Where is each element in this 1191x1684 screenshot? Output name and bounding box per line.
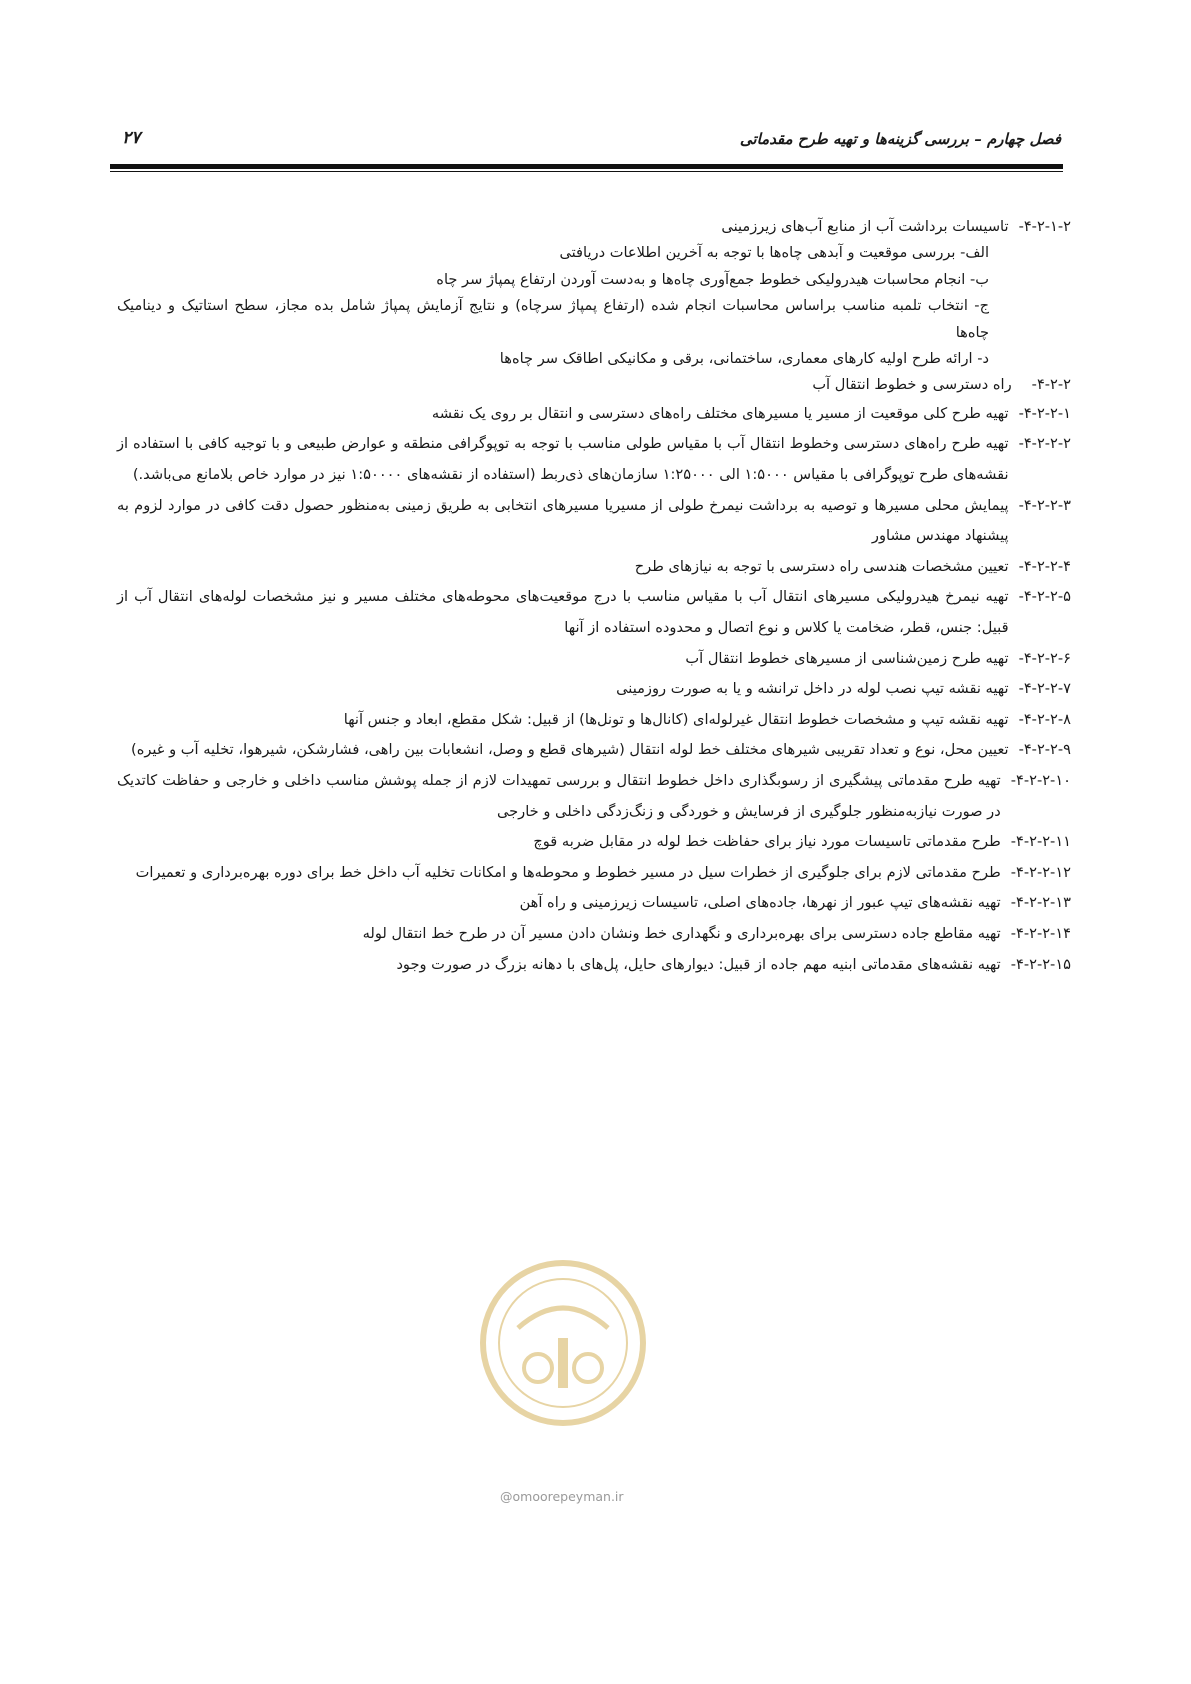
list-item: ج- انتخاب تلمبه مناسب براساس محاسبات انجام شده (ارتفاع پمپاژ سرچاه) و نتایج آزمایش پمپاژ شامل بده مجاز، سطح استاتیک و دینامیک چاه‌ها [117,297,989,341]
item-number: ۴-۲-۲-۱۲- [1010,863,1071,881]
item-text: تهیه نیمرخ هیدرولیکی مسیرهای انتقال آب با مقیاس مناسب با درج موقعیت‌های محوطه‌های مختلف مسیر و نیز مشخصات لوله‌های انتقال آب از قبیل: جنس، قطر، ضخامت یا کلاس و نوع اتصال و محدوده استفاده از آنها [117,588,1009,636]
item-text: طرح مقدماتی لازم برای جلوگیری از خطرات سیل در مسیر خطوط و محوطه‌ها و امکانات تخلیه آب داخل خط برای دوره بهره‌برداری و تعمیرات [135,863,1001,881]
item-number: ۴-۲-۲-۱۱- [1010,833,1071,851]
list-item: الف- بررسی موقعیت و آبدهی چاه‌ها با توجه به آخرین اطلاعات دریافتی [559,244,989,262]
list-item: د- ارائه طرح اولیه کارهای معماری، ساختمانی، برقی و مکانیکی اطاقک سر چاه‌ها [499,350,989,368]
list-item [117,766,1071,827]
list-item: ب- انجام محاسبات هیدرولیکی خطوط جمع‌آوری چاه‌ها و به‌دست آوردن ارتفاع پمپاژ سر چاه [436,270,989,288]
list-item [117,735,1071,766]
item-number: ۴-۲-۲-۱۵- [1010,955,1071,973]
item-number: ۴-۲-۲-۲- [1018,435,1071,453]
section-number: ۴-۲-۱-۲- [1018,218,1071,235]
header-rule-thick [110,164,1063,169]
item-number: ۴-۲-۲-۱۳- [1010,894,1071,912]
item-text: تعیین مشخصات هندسی راه دسترسی با توجه به نیازهای طرح [634,557,1009,575]
item-text: تعیین محل، نوع و تعداد تقریبی شیرهای مختلف خط لوله انتقال (شیرهای قطع و وصل، انشعابات بین راهی، فشارشکن، شیرهوا، تخلیه آب و غیره) [131,741,1009,759]
item-text: تهیه طرح کلی موقعیت از مسیر یا مسیرهای مختلف راه‌های دسترسی و انتقال بر روی یک نقشه [431,404,1009,422]
item-text: پیمایش محلی مسیرها و توصیه به برداشت نیمرخ طولی از مسیریا مسیرهای انتخابی به طریق زمینی به‌منظور حصول دقت کافی در موارد لزوم به پیشنهاد مهندس مشاور [117,496,1009,545]
section-heading-4-2-2 [117,372,1071,398]
list-item [117,429,1071,490]
item-text: تهیه طرح زمین‌شناسی از مسیرهای خطوط انتقال آب [685,649,1009,667]
item-text: تهیه نقشه‌های تیپ عبور از نهرها، جاده‌های اصلی، تاسیسات زیرزمینی و راه آهن [519,894,1001,912]
item-number: ۴-۲-۲-۱- [1018,404,1071,422]
section-1-items [117,240,1071,372]
item-text: تهیه طرح مقدماتی پیشگیری از رسوبگذاری داخل خطوط انتقال و بررسی تمهیدات لازم از جمله پوشش مناسب داخلی و خارجی و حفاظت کاتدیک در صورت نیازبه‌منظور جلوگیری از فرسایش و خوردگی و زنگ‌زدگی داخلی و خارجی [117,771,1001,820]
item-number: ۴-۲-۲-۶- [1018,649,1071,667]
item-text: تهیه مقاطع جاده دسترسی برای بهره‌برداری و نگهداری خط ونشان دادن مسیر آن در طرح خط انتقال لوله [362,924,1001,942]
item-number: ۴-۲-۲-۱۴- [1010,924,1071,942]
list-item [117,552,1071,583]
list-item [117,705,1071,736]
document-body [117,214,1071,980]
item-text: تهیه طرح راه‌های دسترسی وخطوط انتقال آب با مقیاس طولی مناسب با توجه به توپوگرافی منطقه و عوارض طبیعی و با توجیه کافی با استفاده از نقشه‌های طرح توپوگرافی با مقیاس ۱:۵۰۰۰ الی ۱:۲۵۰۰۰ سازمان‌های ذی‌ربط (استفاده از نقشه‌های ۱:۵۰۰۰۰ نیز در موارد خاص بلامانع می‌باشد.) [117,435,1009,484]
item-number: ۴-۲-۲-۷- [1018,680,1071,698]
list-item [117,582,1071,643]
item-text: تهیه نقشه تیپ نصب لوله در داخل ترانشه و یا به صورت روزمینی [616,680,1009,698]
item-number: ۴-۲-۲-۴- [1018,557,1071,575]
list-item [117,674,1071,705]
item-number: ۴-۲-۲-۹- [1018,741,1071,759]
running-title: فصل چهارم – بررسی گزینه‌ها و تهیه طرح مقدماتی [739,130,1061,148]
item-text: تهیه نقشه تیپ و مشخصات خطوط انتقال غیرلوله‌ای (کانال‌ها و تونل‌ها) از قبیل: شکل مقطع، ابعاد و جنس آنها [343,710,1009,728]
item-number: ۴-۲-۲-۵- [1018,588,1071,606]
watermark-emblem-icon [478,1258,648,1428]
item-number: ۴-۲-۲-۳- [1018,496,1071,514]
list-item [117,827,1071,858]
section-title: تاسیسات برداشت آب از منابع آب‌های زیرزمینی [721,218,1009,235]
list-item [117,950,1071,981]
section-title: راه دسترسی و خطوط انتقال آب [812,376,1012,394]
page-number: ۲۷ [122,128,141,148]
section-2-items [117,399,1071,980]
list-item [117,644,1071,675]
item-number: ۴-۲-۲-۱۰- [1010,771,1071,789]
item-number: ۴-۲-۲-۸- [1018,710,1071,728]
list-item [117,858,1071,889]
list-item [117,491,1071,552]
item-text: طرح مقدماتی تاسیسات مورد نیاز برای حفاظت خط لوله در مقابل ضربه قوچ [533,833,1001,851]
section-heading-4-2-1-2 [117,214,1071,240]
item-text: تهیه نقشه‌های مقدماتی ابنیه مهم جاده از قبیل: دیوارهای حایل، پل‌های با دهانه بزرگ در صورت وجود [396,955,1001,973]
list-item [117,888,1071,919]
header-rule-thin [110,171,1063,172]
list-item [117,919,1071,950]
watermark-url: @omoorepeyman.ir [500,1489,624,1504]
list-item [117,399,1071,430]
section-number: ۴-۲-۲- [1031,376,1071,394]
